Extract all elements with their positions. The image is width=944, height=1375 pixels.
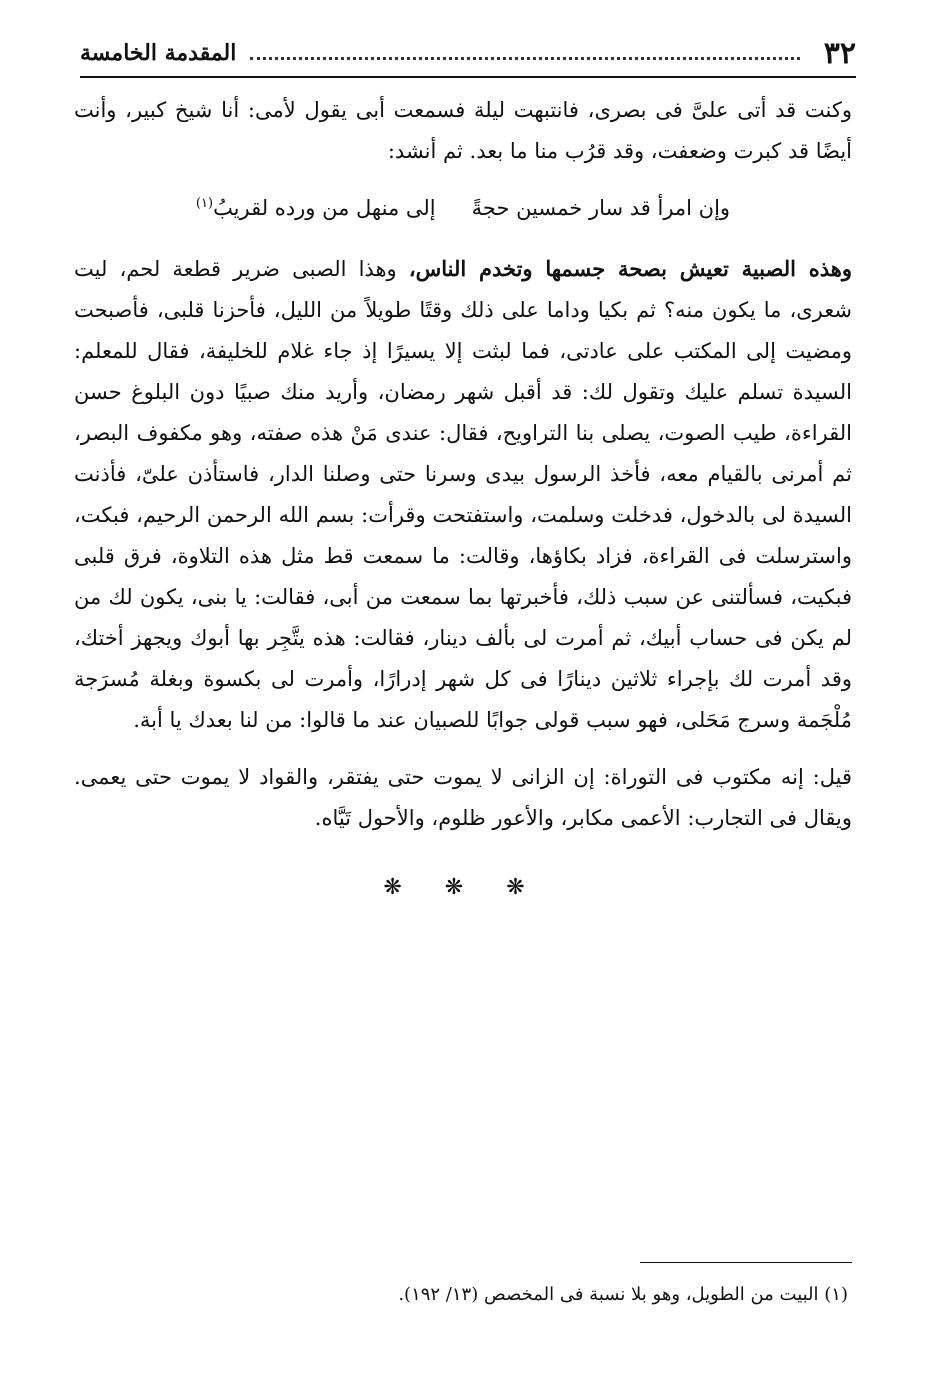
paragraph-2-text: وهذا الصبى ضرير قطعة لحم، ليت شعرى، ما يكون منه؟ ثم بكيا وداما على ذلك وقتًا طويلاً من الليل، فأحزنا قلبى، فأصبحت ومضيت إلى المكتب على عادتى، فما لبثت إلا يسيرًا إذ جاء غلام للخليفة، فقال للمعلم: السيدة تسلم عليك وتقول لك: قد أقبل شهر رمضان، وأريد منك صبيًا دون البلوغ حسن القراءة، طيب الصوت، يصلى بنا التراويح، فقال: عندى مَنْ هذه صفته، وهو مكفوف البصر، ثم أمرنى بالقيام معه، فأخذ الرسول بيدى وسرنا حتى وصلنا الدار، فاستأذن علىّ، فأذنت السيدة لى بالدخول، فدخلت وسلمت، واستفتحت وقرأت: بسم الله الرحمن الرحيم، فبكت، واسترسلت فى القراءة، فزاد بكاؤها، وقالت: ما سمعت قط مثل هذه التلاوة، فرق قلبى فبكيت، فسألتنى عن سبب ذلك، فأخبرتها بما سمعت من أبى، فقالت: يا بنى، يكون لك من لم يكن فى حساب أبيك، ثم أمرت لى بألف دينار، فقالت: هذه يتَّجِر بها أبوك ويجهز أختك، وقد أمرت لك بإجراء ثلاثين دينارًا فى كل شهر إدرارًا، وأمرت لى بكسوة وبغلة مُسرَجة مُلْجَمة وسرج مَحَلى، فهو سبب قولى جوابًا للصبيان عند ما قالوا: من لنا بعدك يا أبة. bbox=[74, 257, 852, 732]
footnote-reference[interactable]: (١) bbox=[195, 196, 214, 211]
footnote: (١) البيت من الطويل، وهو بلا نسبة فى المخصص (١٣/ ١٩٢). bbox=[398, 1284, 848, 1305]
section-separator: ❋ ❋ ❋ bbox=[383, 875, 543, 900]
paragraph-1: وكنت قد أتى علىَّ فى بصرى، فانتبهت ليلة فسمعت أبى يقول لأمى: أنا شيخ كبير، وأنت أيضًا قد كبرت وضعفت، وقد قرُب منا ما بعد. ثم أنشد: bbox=[74, 98, 852, 163]
poem-verse bbox=[74, 188, 852, 228]
footnote-divider bbox=[640, 1262, 852, 1263]
poem-first-hemistich: وإن امرأ قد سار خمسين حجةً bbox=[471, 196, 731, 220]
main-text bbox=[74, 90, 852, 908]
chapter-title: المقدمة الخامسة bbox=[80, 40, 237, 66]
paragraph-2 bbox=[74, 248, 852, 741]
paragraph-3: قيل: إنه مكتوب فى التوراة: إن الزانى لا يموت حتى يفتقر، والقواد لا يموت حتى يعمى. ويقال فى التجارب: الأعمى مكابر، والأعور ظلوم، والأحول تَيَّاه. bbox=[74, 765, 852, 830]
paragraph-2-lead: وهذه الصبية تعيش بصحة جسمها وتخدم الناس، bbox=[408, 256, 852, 281]
poem-second-hemistich: إلى منهل من ورده لقريبُ bbox=[213, 196, 436, 220]
running-header bbox=[80, 30, 856, 78]
header-dot-leader bbox=[250, 57, 799, 60]
page-number: ٣٢ bbox=[823, 35, 856, 71]
poem-second-hemistich-wrap bbox=[196, 188, 436, 228]
